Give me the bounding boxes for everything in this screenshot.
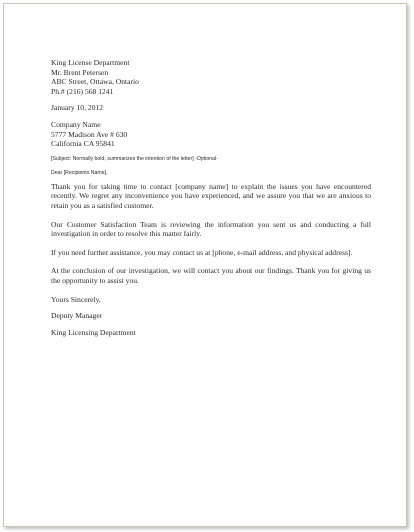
recipient-line: Company Name [51,119,101,129]
letter-body [51,58,371,337]
sender-line: King License Department [51,58,130,67]
subject-line: [Subject: Normally bold, summarizes the intention of the letter] -Optional- [51,155,218,162]
signer-title: Deputy Manager [51,311,103,321]
sender-address [51,58,371,96]
recipient-address [51,120,371,149]
paragraph: Thank you for taking time to contact [company name] to explain the issues you have encountered recently. We regret any inconvenience you have experienced, and we assure you that we are anxious to retain you as a satisfied customer. [51,181,371,210]
sender-line: Mr. Brent Petersen [51,67,109,77]
salutation: Dear [Recipients Name], [51,169,108,176]
letter-date: January 10, 2012 [51,103,104,113]
closing: Yours Sincerely, [51,294,101,304]
recipient-line: 5777 Madison Ave # 630 [51,129,128,139]
sender-line: Ph.# (216) 568 1241 [51,86,114,96]
recipient-line: California CA 95841 [51,139,115,149]
paragraph: If you need further assistance, you may contact us at [phone, e-mail address, and physical address]. [51,247,353,257]
sender-line: ABC Street, Ottawa, Ontario [51,77,139,87]
paragraph: At the conclusion of our investigation, we will contact you about our findings. Thank you for giving us the opportunity to assist you. [51,266,371,285]
letter-page [3,3,407,527]
signer-organization: King Licensing Department [51,327,136,337]
paragraph: Our Customer Satisfaction Team is reviewing the information you sent us and conducting a full investigation in order to resolve this matter fairly. [51,219,371,239]
